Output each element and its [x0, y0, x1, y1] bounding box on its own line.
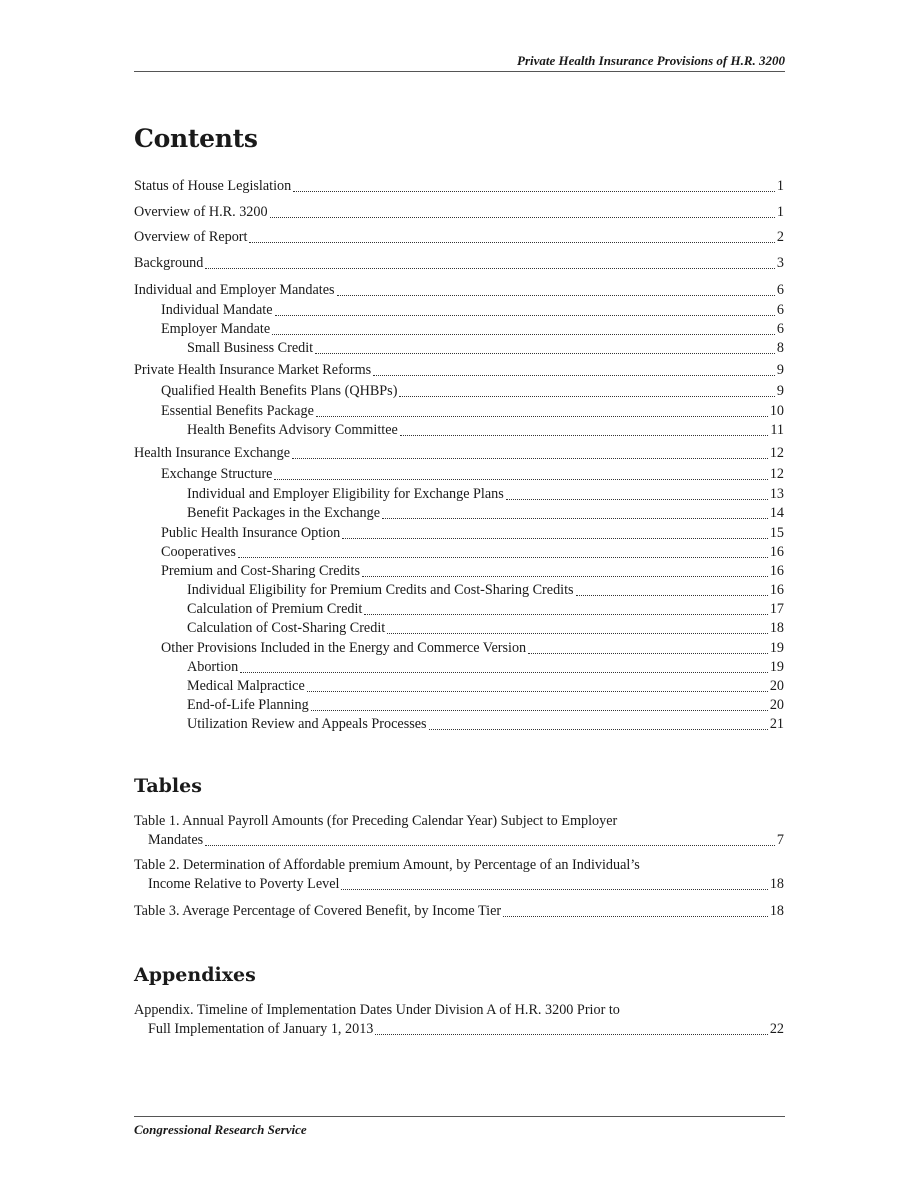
toc-entry-title: Overview of Report	[134, 229, 248, 245]
toc-entry-title: Individual and Employer Mandates	[134, 282, 335, 298]
appendix-entry-title-line1: Appendix. Timeline of Implementation Dates Under Division A of H.R. 3200 Prior to	[134, 1002, 620, 1018]
contents-heading: Contents	[134, 124, 258, 153]
toc-entry-page: 21	[769, 716, 784, 732]
toc-entry-title: Abortion	[187, 659, 239, 675]
appendix-list-entry[interactable]	[134, 1002, 784, 1038]
toc-entry-title: Calculation of Premium Credit	[187, 601, 363, 617]
dot-leader	[400, 421, 769, 436]
table-entry-title-line1: Table 1. Annual Payroll Amounts (for Preceding Calendar Year) Subject to Employer	[134, 813, 618, 829]
dot-leader	[249, 228, 774, 243]
toc-entry-title: Overview of H.R. 3200	[134, 204, 268, 220]
dot-leader	[382, 504, 768, 519]
dot-leader	[307, 677, 768, 692]
toc-entry-page: 9	[776, 383, 784, 399]
toc-entry-page: 17	[769, 601, 784, 617]
appendix-entry-page: 22	[769, 1021, 784, 1037]
toc-entry-title: Individual and Employer Eligibility for Exchange Plans	[187, 486, 504, 502]
toc-entry-page: 13	[769, 486, 784, 502]
toc-entry-title: Private Health Insurance Market Reforms	[134, 362, 372, 378]
page-footer: Congressional Research Service	[134, 1116, 785, 1138]
toc-entry[interactable]	[134, 282, 784, 299]
toc-entry-title: Health Insurance Exchange	[134, 445, 290, 461]
toc-entry[interactable]	[187, 678, 784, 695]
toc-entry-page: 9	[776, 362, 784, 378]
toc-entry[interactable]	[161, 321, 784, 338]
dot-leader	[274, 465, 767, 480]
toc-entry-title: Cooperatives	[161, 544, 236, 560]
toc-entry-page: 6	[776, 302, 784, 318]
toc-entry-page: 2	[776, 229, 784, 245]
toc-entry[interactable]	[187, 340, 784, 357]
toc-entry-page: 19	[769, 659, 784, 675]
toc-entry-title: Medical Malpractice	[187, 678, 305, 694]
toc-entry[interactable]	[187, 422, 784, 439]
dot-leader	[506, 485, 768, 500]
toc-entry-title: Essential Benefits Package	[161, 403, 314, 419]
toc-entry-page: 1	[776, 204, 784, 220]
dot-leader	[375, 1020, 767, 1035]
running-header: Private Health Insurance Provisions of H.R. 3200	[134, 53, 785, 72]
dot-leader	[373, 361, 775, 376]
toc-entry-page: 16	[769, 544, 784, 560]
dot-leader	[238, 543, 768, 558]
toc-entry-title: Exchange Structure	[161, 466, 273, 482]
toc-entry[interactable]	[134, 229, 784, 246]
toc-entry-title: Employer Mandate	[161, 321, 271, 337]
dot-leader	[337, 281, 775, 296]
toc-entry-page: 6	[776, 321, 784, 337]
toc-entry[interactable]	[161, 525, 784, 542]
toc-entry[interactable]	[134, 362, 784, 379]
toc-entry[interactable]	[161, 563, 784, 580]
dot-leader	[362, 562, 768, 577]
toc-entry-title: Qualified Health Benefits Plans (QHBPs)	[161, 383, 398, 399]
dot-leader	[240, 658, 768, 673]
toc-entry[interactable]	[161, 544, 784, 561]
toc-entry[interactable]	[187, 697, 784, 714]
table-entry-title-line2: Mandates	[148, 832, 204, 848]
dot-leader	[292, 444, 768, 459]
table-entry-title-line2: Income Relative to Poverty Level	[148, 876, 340, 892]
toc-entry-title: Calculation of Cost-Sharing Credit	[187, 620, 386, 636]
toc-entry-page: 20	[769, 678, 784, 694]
toc-entry[interactable]	[187, 505, 784, 522]
toc-entry-page: 10	[769, 403, 784, 419]
toc-entry[interactable]	[134, 255, 784, 272]
toc-entry-title: Individual Mandate	[161, 302, 273, 318]
dot-leader	[316, 402, 768, 417]
table-entry-title-line1: Table 2. Determination of Affordable premium Amount, by Percentage of an Individual’s	[134, 857, 640, 873]
dot-leader	[341, 875, 767, 890]
dot-leader	[272, 320, 775, 335]
table-entry-title: Table 3. Average Percentage of Covered Benefit, by Income Tier	[134, 903, 502, 919]
toc-entry[interactable]	[187, 582, 784, 599]
dot-leader	[503, 902, 768, 917]
table-list-entry[interactable]	[134, 857, 784, 893]
toc-entry-page: 16	[769, 582, 784, 598]
table-entry-page: 18	[769, 903, 784, 919]
dot-leader	[387, 619, 768, 634]
toc-entry-title: End-of-Life Planning	[187, 697, 309, 713]
dot-leader	[205, 254, 775, 269]
table-entry-page: 18	[769, 876, 784, 892]
toc-entry[interactable]	[187, 601, 784, 618]
toc-entry-page: 14	[769, 505, 784, 521]
toc-entry[interactable]	[134, 204, 784, 221]
toc-entry[interactable]	[134, 178, 784, 195]
toc-entry[interactable]	[161, 302, 784, 319]
toc-entry-page: 12	[769, 466, 784, 482]
toc-entry-page: 18	[769, 620, 784, 636]
appendixes-heading: Appendixes	[134, 964, 256, 986]
toc-entry-page: 16	[769, 563, 784, 579]
table-list-entry[interactable]	[134, 903, 784, 920]
toc-entry-page: 15	[769, 525, 784, 541]
toc-entry-title: Benefit Packages in the Exchange	[187, 505, 381, 521]
toc-entry-page: 19	[769, 640, 784, 656]
dot-leader	[205, 831, 775, 846]
dot-leader	[315, 339, 775, 354]
toc-entry-title: Health Benefits Advisory Committee	[187, 422, 398, 438]
dot-leader	[311, 696, 768, 711]
toc-entry[interactable]	[187, 620, 784, 637]
toc-entry-title: Public Health Insurance Option	[161, 525, 341, 541]
toc-entry-title: Background	[134, 255, 204, 271]
toc-entry-page: 3	[776, 255, 784, 271]
dot-leader	[364, 600, 767, 615]
table-list-entry[interactable]	[134, 813, 784, 849]
dot-leader	[576, 581, 768, 596]
toc-entry[interactable]	[134, 445, 784, 462]
toc-entry-title: Premium and Cost-Sharing Credits	[161, 563, 361, 579]
toc-entry-page: 1	[776, 178, 784, 194]
dot-leader	[342, 524, 768, 539]
toc-entry-page: 20	[769, 697, 784, 713]
toc-entry[interactable]	[187, 659, 784, 676]
tables-heading: Tables	[134, 775, 202, 797]
toc-entry[interactable]	[187, 486, 784, 503]
toc-entry-page: 11	[770, 422, 784, 438]
table-entry-page: 7	[776, 832, 784, 848]
toc-entry[interactable]	[161, 466, 784, 483]
toc-entry[interactable]	[161, 383, 784, 400]
dot-leader	[270, 203, 775, 218]
dot-leader	[293, 177, 775, 192]
dot-leader	[429, 715, 768, 730]
toc-entry-title: Other Provisions Included in the Energy and Commerce Version	[161, 640, 527, 656]
toc-entry-page: 12	[769, 445, 784, 461]
dot-leader	[399, 382, 774, 397]
toc-entry-title: Small Business Credit	[187, 340, 314, 356]
toc-entry[interactable]	[187, 716, 784, 733]
dot-leader	[275, 301, 775, 316]
appendix-entry-title-line2: Full Implementation of January 1, 2013	[148, 1021, 374, 1037]
toc-entry-title: Utilization Review and Appeals Processes	[187, 716, 427, 732]
toc-entry[interactable]	[161, 403, 784, 420]
toc-entry-page: 8	[776, 340, 784, 356]
toc-entry[interactable]	[161, 640, 784, 657]
toc-entry-title: Individual Eligibility for Premium Credits and Cost-Sharing Credits	[187, 582, 574, 598]
dot-leader	[528, 639, 768, 654]
toc-entry-title: Status of House Legislation	[134, 178, 292, 194]
toc-entry-page: 6	[776, 282, 784, 298]
